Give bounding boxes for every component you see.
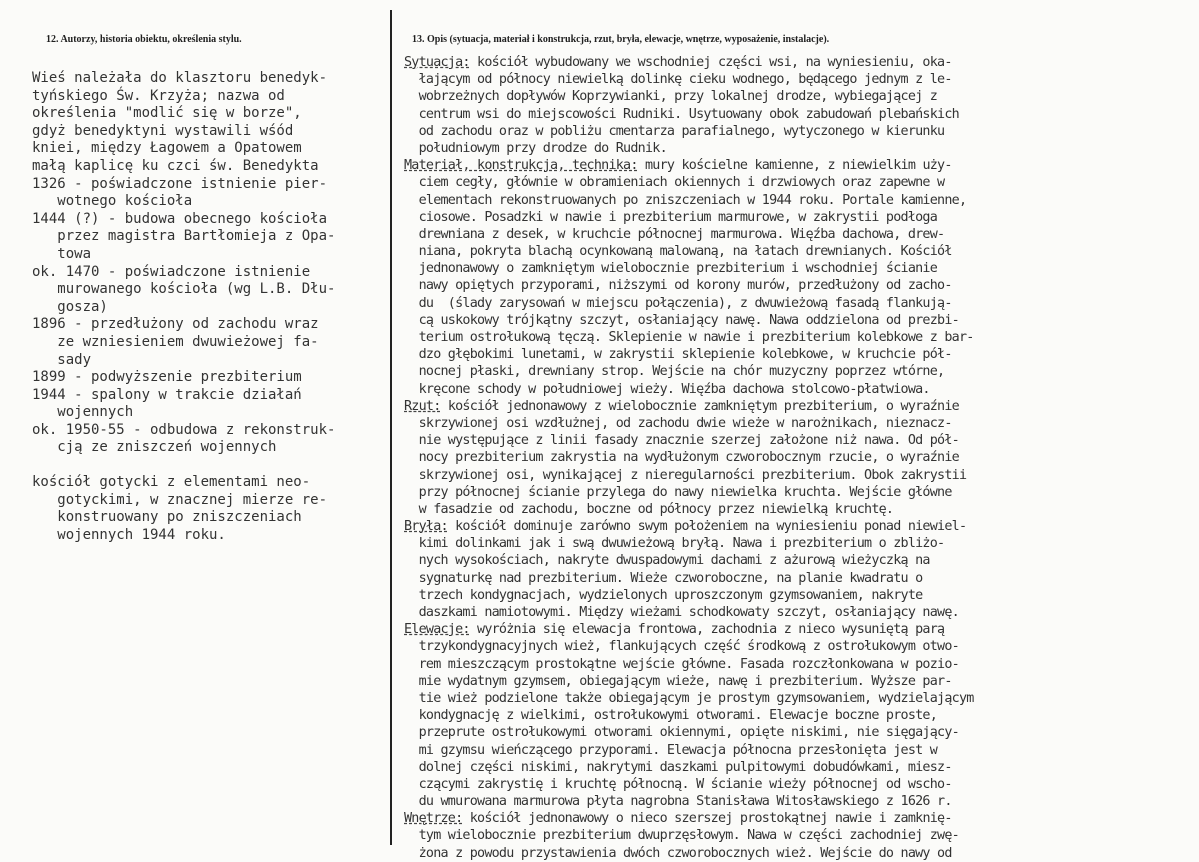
section-line: wobrzeżnych dopływów Koprzywianki, przy lokalnej drodze, wybiegającej z: [404, 89, 938, 105]
description-column: [404, 54, 1194, 862]
section-line: ciosowe. Posadzki w nawie i prezbiterium marmurowe, w zakrystii podłoga: [404, 209, 938, 225]
history-column: [32, 70, 384, 544]
left-column-header: 12. Autorzy, historia obiektu, określenia stylu.: [46, 34, 242, 45]
section-line: trzech kondygnacjach, wydzielonych uproszczonym gzymsowaniem, nakryte: [404, 587, 923, 603]
section-line: tym wielobocznie prezbiterium dwuprzęsłowym. Nawa w części zachodniej zwę-: [404, 828, 959, 844]
section-first-line: [404, 54, 1194, 71]
paragraph-gap: [32, 457, 384, 474]
section-first-line: [404, 398, 1194, 415]
section-line: kondygnację z wielkimi, ostrołukowymi otworami. Elewacje boczne proste,: [404, 708, 938, 724]
history-line: towa: [32, 245, 92, 262]
history-line: 1899 - podwyższenie prezbiterium: [32, 369, 302, 386]
section-line: ciem cegły, głównie w obramieniach okiennych i drzwiowych oraz zapewne w: [404, 175, 945, 191]
style-line: wojennych 1944 roku.: [32, 526, 226, 543]
section-line: kimi dolinkami jak i swą dwuwieżową bryłą. Nawa i prezbiterium o zbliżo-: [404, 536, 945, 552]
section-line: nawy opiętych przyporami, niższymi od korony murów, przedłużony od zacho-: [404, 278, 952, 294]
section-line: łającym od północy niewielką dolinkę cieku wodnego, będącego jednym z le-: [404, 72, 952, 88]
section-line: nocy prezbiterium zakrystia na wydłużonym czworobocznym rzucie, o wyraźnie: [404, 450, 959, 466]
right-column-header: 13. Opis (sytuacja, materiał i konstrukcja, rzut, bryła, elewacje, wnętrze, wyposażenie, instalacje).: [412, 34, 830, 45]
history-line: małą kaplicę ku czci św. Benedykta: [32, 157, 319, 174]
history-line: gosza): [32, 298, 108, 315]
section-line: niana, pokryta blachą ocynkowaną malowaną, na łatach drewnianych. Kościół: [404, 244, 952, 260]
history-line: 1326 - poświadczone istnienie pier-: [32, 175, 328, 192]
section-line: przeprute ostrołukowymi otworami okiennymi, opięte niskimi, nie sięgający-: [404, 725, 959, 741]
section-label: Materiał, konstrukcja, technika:: [404, 158, 638, 174]
section-line: sygnaturkę nad prezbiterium. Wieże czworoboczne, na planie kwadratu o: [404, 570, 923, 586]
section-line: dolnej części niskimi, nakrytymi daszkami pulpitowymi dobudówkami, miesz-: [404, 759, 952, 775]
history-line: przez magistra Bartłomieja z Opa-: [32, 228, 336, 245]
section-text: kościół jednonawowy o nieco szerszej prostokątnej nawie i zamknię-: [462, 811, 952, 827]
section-label: Rzut:: [404, 398, 441, 414]
section-text: kościół dominuje zarówno swym położeniem na wyniesieniu ponad niewiel-: [447, 519, 967, 535]
section-line: przy północnej ścianie przylega do nawy niewielka kruchta. Wejście główne: [404, 484, 952, 500]
section-line: żona z powodu przystawienia dwóch czworobocznych wież. Wejście do nawy od: [404, 845, 952, 861]
section-label: Wnętrze:: [404, 811, 463, 827]
section-line: nie występujące z linii fasady znacznie szerzej założone niż nawa. Od pół-: [404, 433, 959, 449]
history-line: sady: [32, 351, 92, 368]
section-line: trzykondygnacyjnych wież, flankujących część środkową z ostrołukowym otwo-: [404, 639, 959, 655]
history-line: ok. 1950-55 - odbudowa z rekonstruk-: [32, 421, 336, 438]
section-text: mury kościelne kamienne, z niewielkim uży-: [637, 158, 952, 174]
section-line: południowym przy drodze do Rudnik.: [404, 140, 667, 156]
history-line: 1444 (?) - budowa obecnego kościoła: [32, 210, 328, 227]
section-line: elementach rekonstruowanych po zniszczeniach w 1944 roku. Portale kamienne,: [404, 192, 967, 208]
section-first-line: [404, 157, 1194, 174]
style-line: gotyckimi, w znacznej mierze re-: [32, 491, 328, 508]
history-line: określenia "modlić się w borze",: [32, 105, 302, 122]
section-line: dzo głębokimi lunetami, w zakrystii sklepienie kolebkowe, w kruchcie pół-: [404, 347, 952, 363]
history-line: tyńskiego Św. Krzyża; nazwa od: [32, 87, 285, 104]
section-line: mie wydatnym gzymsem, obiegającym wieże, nawę i prezbiterium. Wyższe par-: [404, 673, 952, 689]
section-line: du (ślady zarysowań w miejscu połączenia), z dwuwieżową fasadą flankują-: [404, 295, 952, 311]
section-line: drewniana z desek, w kruchcie północnej marmurowa. Więźba dachowa, drew-: [404, 226, 945, 242]
section-first-line: [404, 621, 1194, 638]
section-line: tie wież podzielone także obiegającym je prostym gzymsowaniem, wydzielającym: [404, 690, 974, 706]
section-line: w fasadzie od zachodu, boczne od północy przez niewielką kruchtę.: [404, 501, 894, 517]
history-line: wojennych: [32, 404, 134, 421]
section-label: Bryła:: [404, 519, 448, 535]
history-line: Wieś należała do klasztoru benedyk-: [32, 70, 328, 86]
section-line: czącymi zakrystię i kruchtę północną. W ścianie wieży północnej od wscho-: [404, 776, 952, 792]
section-line: skrzywionej osi wzdłużnej, od zachodu dwie wieże w narożnikach, nieznacz-: [404, 415, 952, 431]
section-line: nych wysokościach, nakryte dwuspadowymi dachami z ażurową wieżyczką na: [404, 553, 930, 569]
section-line: rem mieszczącym prostokątne wejście główne. Fasada rozczłonkowana w pozio-: [404, 656, 959, 672]
history-line: ok. 1470 - poświadczone istnienie: [32, 263, 311, 280]
history-line: murowanego kościoła (wg L.B. Dłu-: [32, 281, 336, 298]
style-line: kościół gotycki z elementami neo-: [32, 474, 311, 491]
section-line: daszkami namiotowymi. Między wieżami schodkowaty szczyt, osłaniający nawę.: [404, 605, 959, 620]
history-line: 1944 - spalony w trakcie działań: [32, 386, 302, 403]
section-line: centrum wsi do miejscowości Rudniki. Usytuowany obok zabudowań plebańskich: [404, 106, 959, 122]
style-line: konstruowany po zniszczeniach: [32, 509, 302, 526]
history-line: 1896 - przedłużony od zachodu wraz: [32, 316, 319, 333]
section-first-line: [404, 810, 1194, 827]
section-line: cą uskokowy trójkątny szczyt, osłaniający nawę. Nawa oddzielona od prezbi-: [404, 312, 959, 328]
history-line: ze wzniesieniem dwuwieżowej fa-: [32, 333, 319, 350]
section-line: terium ostrołukową tęczą. Sklepienie w nawie i prezbiterium kolebkowe z bar-: [404, 330, 974, 345]
section-line: jednonawowy o zamkniętym wielobocznie prezbiterium i wschodniej ścianie: [404, 261, 938, 277]
section-line: skrzywionej osi, wynikającej z nieregularności prezbiterium. Obok zakrystii: [404, 467, 967, 483]
section-line: nocnej płaski, drewniany strop. Wejście na chór muzyczny poprzez wtórne,: [404, 364, 945, 380]
section-line: du wmurowana marmurowa płyta nagrobna Stanisława Witosławskiego z 1626 r.: [404, 794, 952, 810]
section-line: kręcone schody w południowej wieży. Więźba dachowa stolcowo-płatwiowa.: [404, 381, 930, 397]
section-label: Sytuacja:: [404, 55, 470, 70]
history-line: cją ze zniszczeń wojennych: [32, 439, 277, 456]
section-text: wyróżnia się elewacja frontowa, zachodnia z nieco wysuniętą parą: [469, 622, 945, 638]
section-first-line: [404, 518, 1194, 535]
section-line: od zachodu oraz w pobliżu cmentarza parafialnego, wytyczonego w kierunku: [404, 123, 945, 139]
section-text: kościół wybudowany we wschodniej części wsi, na wyniesieniu, oka-: [469, 55, 952, 70]
history-line: gdyż benedyktyni wystawili wśód: [32, 122, 294, 139]
section-line: mi gzymsu wieńczącego przyporami. Elewacja północna przesłonięta jest w: [404, 742, 938, 758]
column-divider: [390, 10, 392, 845]
history-line: kniei, między Łagowem a Opatowem: [32, 140, 302, 157]
section-label: Elewacje:: [404, 622, 470, 638]
history-line: wotnego kościoła: [32, 193, 193, 210]
section-text: kościół jednonawowy z wielobocznie zamkniętym prezbiterium, o wyraźnie: [440, 398, 959, 414]
